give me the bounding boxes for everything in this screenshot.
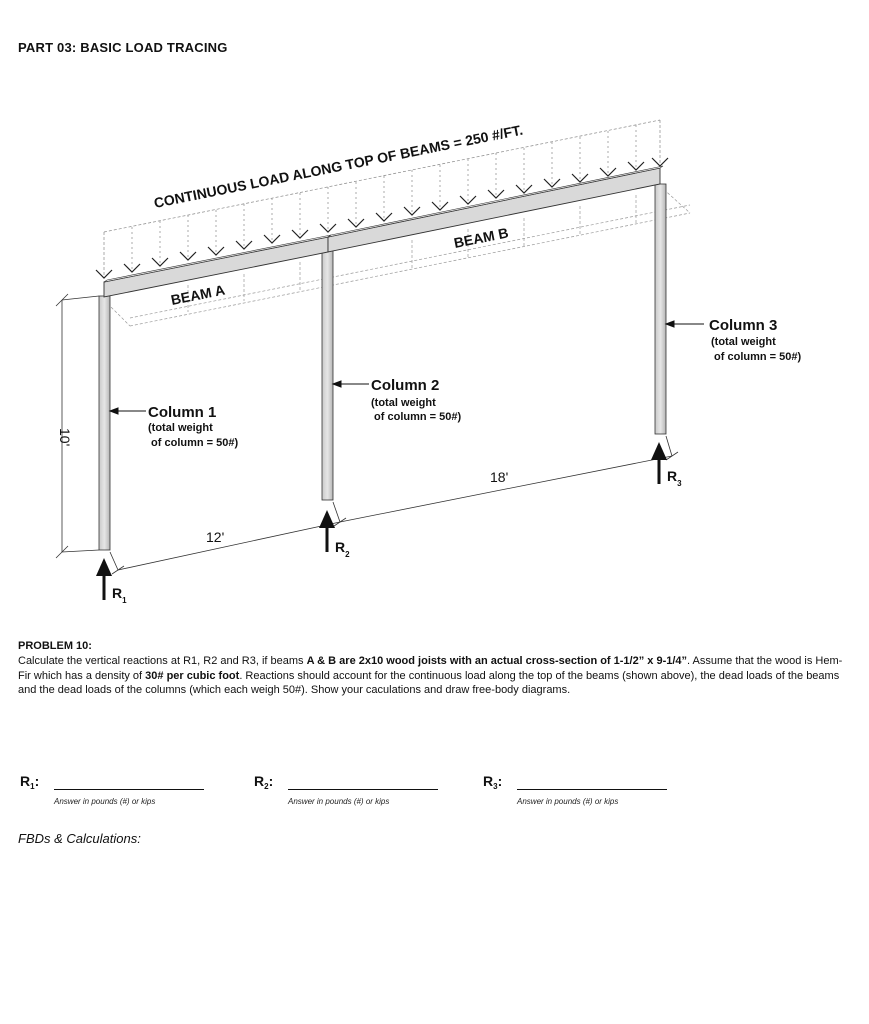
column-2: [322, 250, 333, 500]
answer-r2-line[interactable]: [288, 789, 438, 790]
column-3-line1: (total weight: [711, 336, 776, 348]
answer-r3-line[interactable]: [517, 789, 667, 790]
answer-r2-hint: Answer in pounds (#) or kips: [288, 797, 390, 806]
load-label: CONTINUOUS LOAD ALONG TOP OF BEAMS = 250 #/FT.: [152, 121, 525, 211]
span-2-label: 18': [490, 469, 509, 485]
span-1-label: 12': [206, 529, 225, 545]
column-1-title: Column 1: [148, 404, 217, 421]
problem-text: Calculate the vertical reactions at R1, R2 and R3, if beams A & B are 2x10 wood joists with an actual cross-section of 1-1/2” x 9-1/4”. Assume that the wood is Hem-Fir which has a density of 30# per cubic foot. Reactions should account for the continuous load along the top of the beams (shown above), the dead loads of the beams and the dead loads of the columns (which each weigh 50#). Show your caculations and draw free-body diagrams.: [18, 655, 843, 696]
beam-a-label: BEAM A: [169, 281, 227, 308]
problem-title: PROBLEM 10:: [18, 640, 92, 652]
column-3-line2: of column = 50#): [711, 351, 802, 363]
fbd-label: FBDs & Calculations:: [18, 831, 141, 846]
reaction-arrow-2: [319, 510, 335, 552]
answer-r3-label: $R_3$:: [483, 773, 503, 791]
answer-r2-label: $R_2$:: [254, 773, 274, 791]
reaction-1-label: $R_1$: [112, 585, 127, 605]
column-1: [99, 296, 110, 550]
column-3-title: Column 3: [709, 317, 778, 334]
answer-r1-line[interactable]: [54, 789, 204, 790]
reaction-arrow-1: [96, 558, 112, 600]
load-arrowheads: [96, 158, 668, 278]
reaction-3-label: $R_3$: [667, 468, 682, 488]
reaction-arrow-3: [651, 442, 667, 484]
column-2-line1: (total weight: [371, 397, 436, 409]
part-title: PART 03: BASIC LOAD TRACING: [18, 40, 228, 55]
answer-r1-hint: Answer in pounds (#) or kips: [54, 797, 156, 806]
column-1-line2: of column = 50#): [148, 437, 239, 449]
column-3: [655, 184, 666, 434]
height-dimension: [56, 294, 99, 558]
answer-r3-hint: Answer in pounds (#) or kips: [517, 797, 619, 806]
column-2-title: Column 2: [371, 377, 440, 394]
answer-r1-label: $R_1$:: [20, 773, 40, 791]
height-dim-label: 10': [57, 428, 73, 447]
column-2-line2: of column = 50#): [371, 411, 462, 423]
span-dimension: [110, 436, 678, 574]
reaction-2-label: $R_2$: [335, 539, 350, 559]
beam-b-label: BEAM B: [452, 224, 510, 251]
column-1-line1: (total weight: [148, 422, 213, 434]
